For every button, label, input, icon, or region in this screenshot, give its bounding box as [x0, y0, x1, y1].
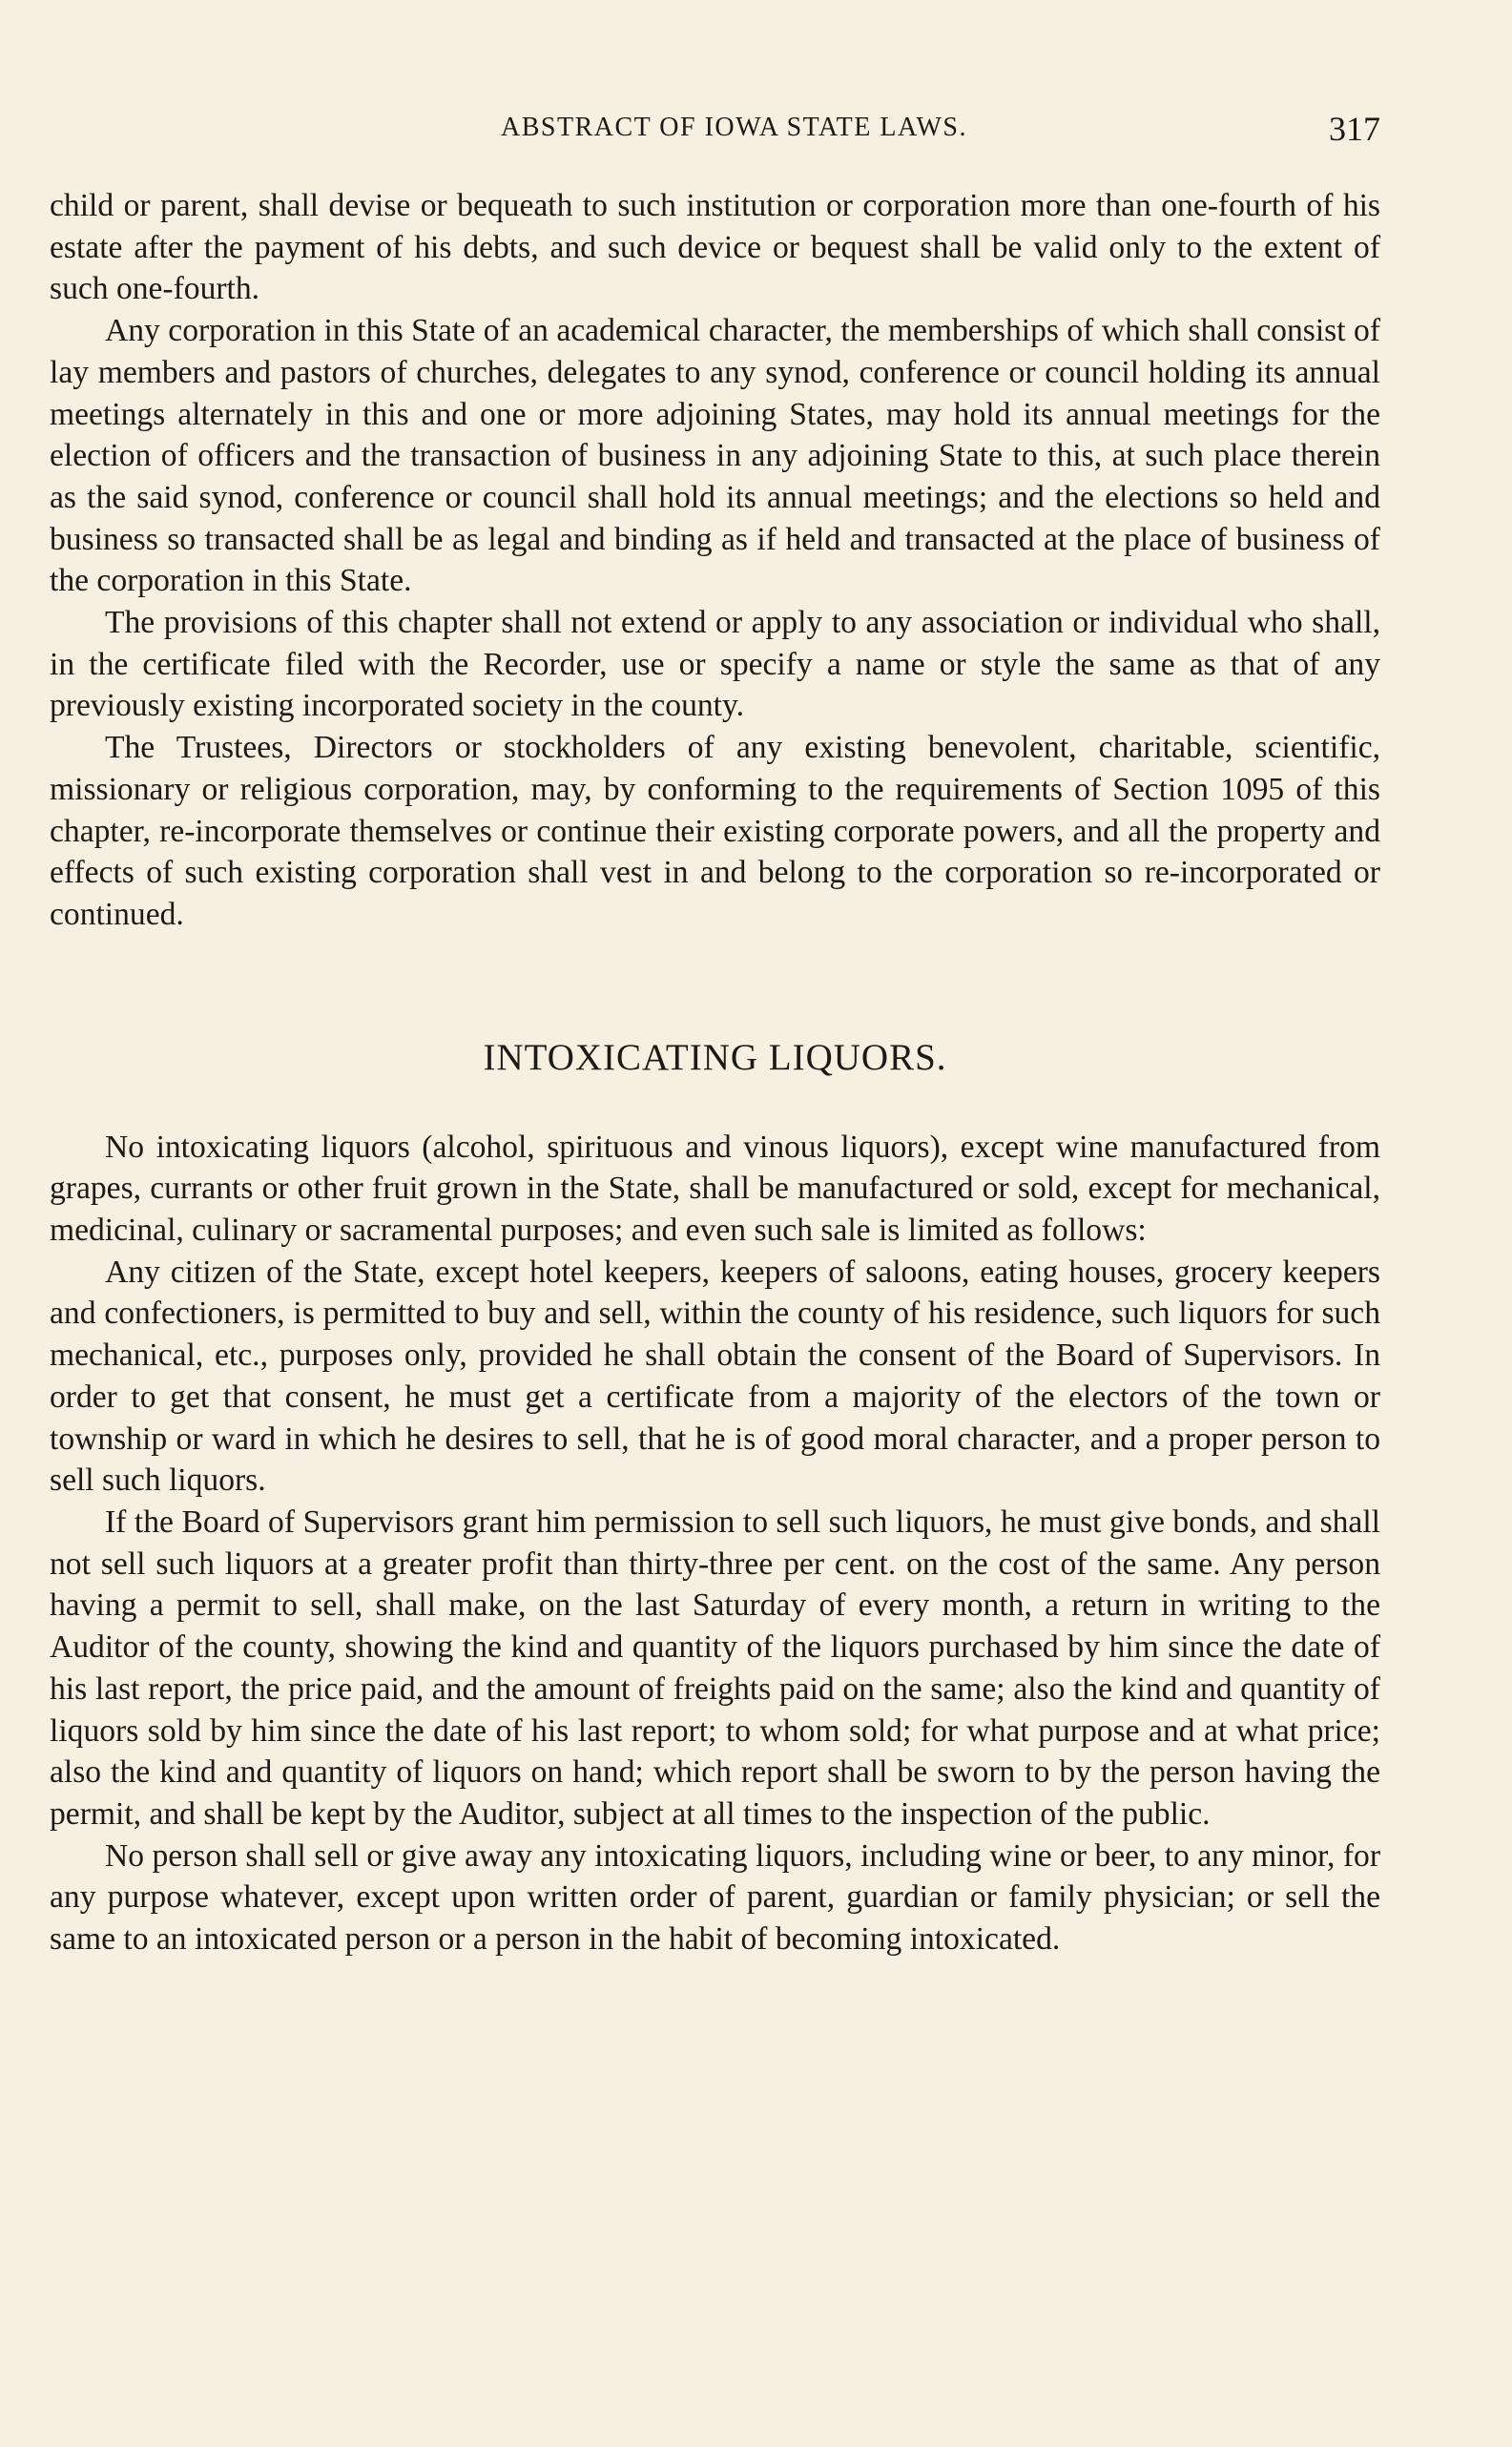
paragraph-liquor-prohibition: No intoxicating liquors (alcohol, spirituous and vinous liquors), except wine manufactured from grapes, currants or other fruit grown in the State, shall be manufactured or sold, except for mechanical, medicinal, culinary or sacramental purposes; and even such sale is limited as follows: [50, 1129, 1380, 1249]
body-text-top [50, 185, 1380, 936]
paragraph-continued: child or parent, shall devise or bequeath to such institution or corporation more than one-fourth of his estate after the payment of his debts, and such device or bequest shall be valid only to the extent of such one-fourth. [50, 188, 1380, 307]
paragraph-bonds-returns: If the Board of Supervisors grant him permission to sell such liquors, he must give bonds, and shall not sell such liquors at a greater profit than thirty-three per cent. on the cost of the same. Any person having a permit to sell, shall make, on the last Saturday of every month, a return in writing to the Auditor of the county, showing the kind and quantity of the liquors purchased by him since the date of his last report, the price paid, and the amount of freights paid on the same; also the kind and quantity of liquors sold by him since the date of his last report; to whom sold; for what purpose and at what price; also the kind and quantity of liquors on hand; which report shall be sworn to by the person having the permit, and shall be kept by the Auditor, subject at all times to the inspection of the public. [50, 1503, 1380, 1832]
document-page [50, 110, 1380, 1960]
paragraph-citizen-permit: Any citizen of the State, except hotel keepers, keepers of saloons, eating houses, grocery keepers and confectioners, is permitted to buy and sell, within the county of his residence, such liquors for such mechanical, etc., purposes only, provided he shall obtain the consent of the Board of Supervisors. In order to get that consent, he must get a certificate from a majority of the electors of the town or township or ward in which he desires to sell, that he is of good moral character, and a proper person to sell such liquors. [50, 1254, 1380, 1499]
page-number: 317 [1329, 110, 1380, 148]
running-title: ABSTRACT OF IOWA STATE LAWS. [501, 113, 967, 142]
running-head [50, 110, 1380, 151]
paragraph-minors: No person shall sell or give away any intoxicating liquors, including wine or beer, to any minor, for any purpose whatever, except upon written order of parent, guardian or family physician; or sell the same to an intoxicated person or a person in the habit of becoming intoxicated. [50, 1837, 1380, 1958]
paragraph-academical-corporation: Any corporation in this State of an academical character, the memberships of which shall consist of lay members and pastors of churches, delegates to any synod, conference or council holding its annual meetings alternately in this and one or more adjoining States, may hold its annual meetings for the election of officers and the transaction of business in any adjoining State to this, at such place therein as the said synod, conference or council shall hold its annual meetings; and the elections so held and business so transacted shall be as legal and binding as if held and transacted at the place of business of the corporation in this State. [50, 313, 1380, 599]
paragraph-reincorporation: The Trustees, Directors or stockholders of any existing benevolent, charitable, scientific, missionary or religious corporation, may, by conforming to the requirements of Section 1095 of this chapter, re-incorporate themselves or continue their existing corporate powers, and all the property and effects of such existing corporation shall vest in and belong to the corporation so re-incorporated or continued. [50, 730, 1380, 932]
section-body [50, 1127, 1380, 1960]
paragraph-provisions-chapter: The provisions of this chapter shall not extend or apply to any association or individual who shall, in the certificate filed with the Recorder, use or specify a name or style the same as that of any previously existing incorporated society in the county. [50, 605, 1380, 724]
section-heading: INTOXICATING LIQUORS. [483, 1036, 947, 1078]
